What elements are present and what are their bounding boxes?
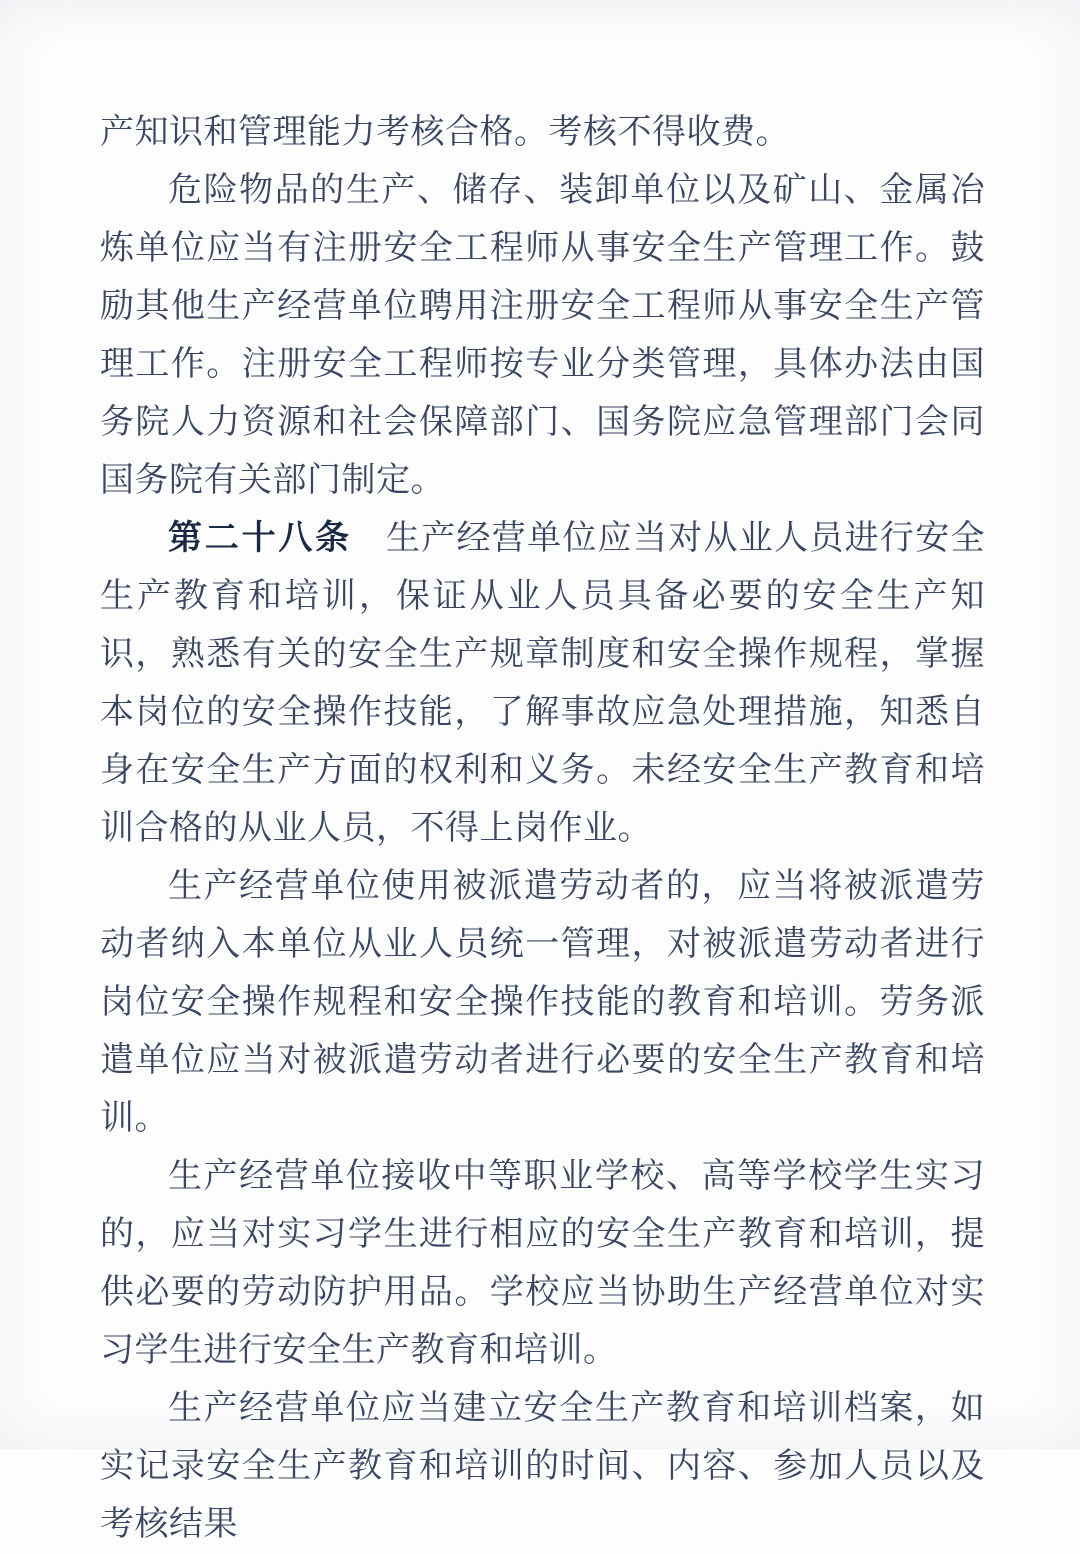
paragraph [100, 858, 985, 1148]
paragraph-text: 危险物品的生产、储存、装卸单位以及矿山、金属冶炼单位应当有注册安全工程师从事安全生产管理工作。鼓励其他生产经营单位聘用注册安全工程师从事安全生产管理工作。注册安全工程师按专业分类管理，具体办法由国务院人力资源和社会保障部门、国务院应急管理部门会同国务院有关部门制定。 [100, 172, 985, 499]
paragraph-continues-next-page [100, 1380, 985, 1554]
paragraph-text: 生产经营单位接收中等职业学校、高等学校学生实习的，应当对实习学生进行相应的安全生产教育和培训，提供必要的劳动防护用品。学校应当协助生产经营单位对实习学生进行安全生产教育和培训。 [100, 1158, 985, 1369]
paragraph-text: 生产经营单位应当建立安全生产教育和培训档案，如实记录安全生产教育和培训的时间、内容、参加人员以及考核结果 [100, 1390, 985, 1543]
paragraph [100, 1148, 985, 1380]
paragraph-text: 生产经营单位应当对从业人员进行安全生产教育和培训，保证从业人员具备必要的安全生产知识，熟悉有关的安全生产规章制度和安全操作规程，掌握本岗位的安全操作技能，了解事故应急处理措施，知悉自身在安全生产方面的权利和义务。未经安全生产教育和培训合格的从业人员，不得上岗作业。 [100, 520, 986, 847]
paragraph [100, 162, 985, 510]
paragraph-text: 生产经营单位使用被派遣劳动者的，应当将被派遣劳动者纳入本单位从业人员统一管理，对被派遣劳动者进行岗位安全操作规程和安全操作技能的教育和培训。劳务派遣单位应当对被派遣劳动者进行必要的安全生产教育和培训。 [100, 868, 985, 1137]
paragraph-text: 产知识和管理能力考核合格。考核不得收费。 [100, 114, 790, 151]
article-number-heading: 第二十八条 [168, 520, 352, 557]
paragraph-continuation [100, 104, 985, 162]
paragraph-article-28 [100, 510, 985, 858]
document-body [100, 104, 985, 1554]
